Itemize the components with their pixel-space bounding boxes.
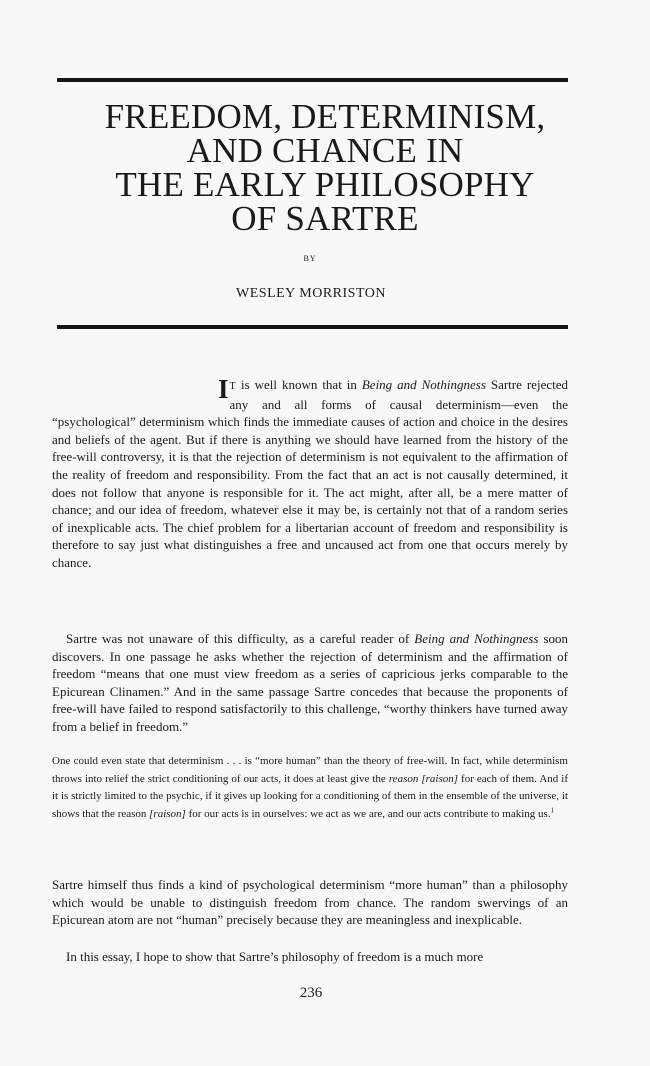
byline: BY (303, 254, 317, 263)
paragraph-text: is well known that in (236, 377, 362, 392)
quote-text: One could even state that determinism . . . is “more human” than the theory of free-will. In fact, while determinism throws into relief the strict conditioning of our acts, it does at least give the (52, 755, 568, 785)
paragraph-4: In this essay, I hope to show that Sartre’s philosophy of freedom is a much more (66, 949, 484, 964)
bottom-rule (57, 325, 568, 329)
block-quote (52, 753, 568, 823)
paragraph-text: soon discovers. In one passage he asks whether the rejection of determinism and the affirmation of freedom “means that one must view freedom as a series of capricious jerks comparable to the Epicurean Clinamen.” And in the same passage Sartre concedes that because the proponents of free-will have failed to respond satisfactorily to this challenge, “worthy thinkers have turned away from a belief in freedom.” (52, 631, 569, 734)
quote-term: reason [raison] (388, 772, 459, 785)
book-title: Being and Nothingness (414, 631, 539, 646)
drop-cap: I (218, 374, 229, 404)
quote-text: for each of them. And if it is strictly limited to the psychic, if it gives up looking for a conditioning of them in the ensemble of the universe, it shows that the reason (52, 772, 569, 820)
author-name: WESLEY MORRISTON (236, 286, 386, 301)
lead-smallcaps: T (229, 381, 237, 392)
footnote-marker: 1 (550, 806, 555, 815)
page-number: 236 (299, 985, 323, 1001)
top-rule (57, 78, 568, 82)
title-line: OF SARTRE (231, 199, 419, 238)
paragraph-text: Sartre was not unaware of this difficulty, as a careful reader of (66, 631, 415, 646)
article-title (40, 97, 610, 238)
paragraph-text: Sartre rejected any and all forms of causal determinism—even the “psychological” determinism which finds the immediate causes of action and choice in the desires and beliefs of the agent. But if there is anything we should have learned from the history of the free-will controversy, it is that the rejection of determinism is not equivalent to the affirmation of the reality of freedom and responsibility. From the fact that an act is not causally determined, it does not follow that anyone is responsible for it. The act might, after all, be a mere matter of chance; and our idea of freedom, whatever else it may be, is certainly not that of a random series of inexplicable acts. The chief problem for a libertarian account of freedom and responsibility is therefore to say just what distinguishes a free and uncaused act from one that occurs merely by chance. (52, 377, 568, 570)
title-line: AND CHANCE IN (186, 131, 464, 170)
paragraph-2 (52, 630, 568, 736)
paragraph-1 (52, 376, 568, 572)
quote-term: [raison] (149, 807, 186, 820)
book-title: Being and Nothingness (361, 377, 486, 392)
paragraph-3: Sartre himself thus finds a kind of psychological determinism “more human” than a philosophy which would be unable to distinguish freedom from chance. The random swervings of an Epicurean atom are not “human” precisely because they are meaningless and inexplicable. (52, 877, 568, 928)
title-line: THE EARLY PHILOSOPHY (115, 165, 535, 204)
title-line: FREEDOM, DETERMINISM, (104, 97, 546, 136)
quote-text: for our acts is in ourselves: we act as we are, and our acts contribute to making us. (185, 807, 551, 820)
